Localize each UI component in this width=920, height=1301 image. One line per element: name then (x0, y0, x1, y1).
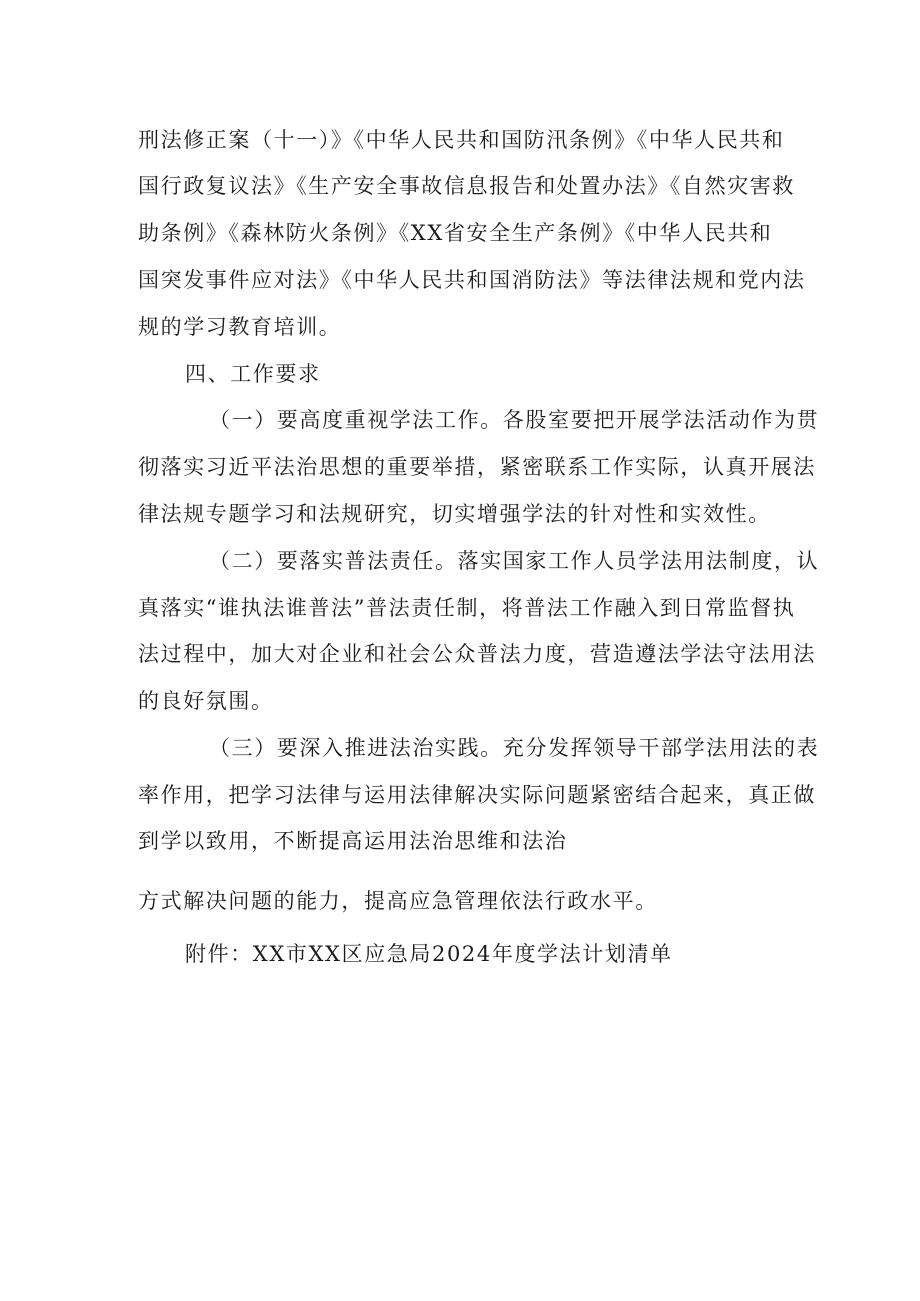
attachment-line: 附件：XX市XX区应急局2024年度学法计划清单 (185, 942, 673, 966)
section-heading: 四、工作要求 (185, 362, 321, 386)
text-line-15: 率作用，把学习法律与运用法律解决实际问题紧密结合起来，真正做 (138, 783, 816, 807)
text-line-9: 律法规专题学习和法规研究，切实增强学法的针对性和实效性。 (138, 502, 771, 526)
text-line-13: 的良好氛围。 (138, 689, 274, 713)
text-line-4: 国突发事件应对法》《中华人民共和国消防法》等法律法规和党内法 (138, 268, 806, 292)
text-line-7: （一）要高度重视学法工作。各股室要把开展学法活动作为贯 (209, 408, 820, 432)
text-line-10: （二）要落实普法责任。落实国家工作人员学法用法制度，认 (209, 549, 820, 573)
text-line-11: 真落实“谁执法谁普法”普法责任制，将普法工作融入到日常监督执 (138, 596, 796, 620)
text-line-12: 法过程中，加大对企业和社会公众普法力度，营造遵法学法守法用法 (138, 642, 816, 666)
text-line-17: 方式解决问题的能力，提高应急管理依法行政水平。 (138, 889, 658, 913)
text-line-2: 国行政复议法》《生产安全事故信息报告和处置办法》《自然灾害救 (138, 174, 795, 198)
text-line-1: 刑法修正案（十一）》《中华人民共和国防汛条例》《中华人民共和 (138, 128, 785, 152)
text-line-5: 规的学习教育培训。 (138, 315, 342, 339)
text-line-14: （三）要深入推进法治实践。充分发挥领导干部学法用法的表 (209, 736, 820, 760)
text-line-8: 彻落实习近平法治思想的重要举措，紧密联系工作实际，认真开展法 (138, 455, 816, 479)
text-line-3: 助条例》《森林防火条例》《XX省安全生产条例》《中华人民共和 (138, 221, 773, 245)
text-line-16: 到学以致用，不断提高运用法治思维和法治 (138, 829, 568, 853)
